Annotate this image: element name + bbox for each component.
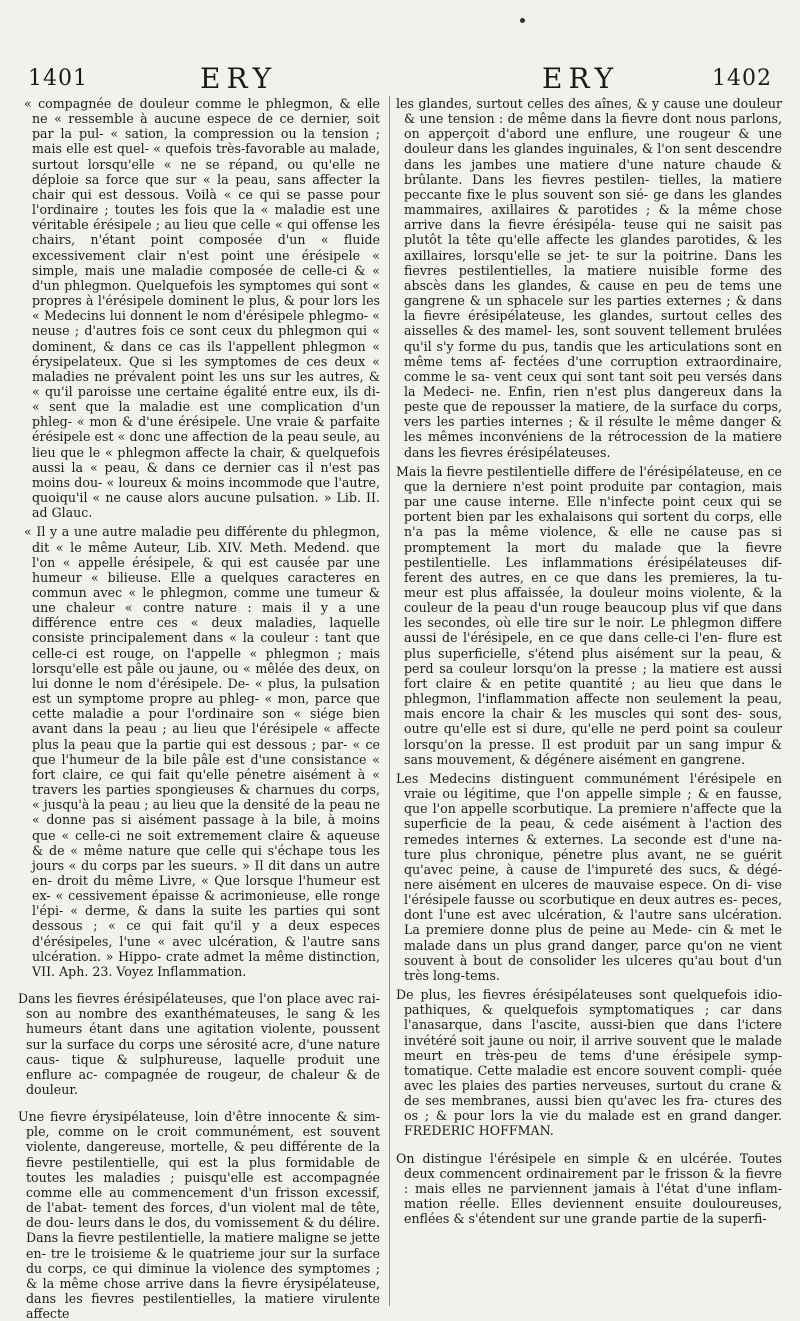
paragraph: « Il y a une autre maladie peu différente du phlegmon, dit « le même Auteur, Lib. XIV. Meth. Medend. que l'on « appelle érésipele, & qui est causée par une humeur « bilieuse. Elle a quelques caracteres en commun avec « le phlegmon, comme une tumeur & une chaleur « contre nature : mais il y a une différence entre ces « deux maladies, laquelle consiste principalement dans « la couleur : tant que celle-ci est rouge, on l'appelle « phlegmon ; mais lorsqu'elle est pâle ou jaune, ou « mêlée des deux, on lui donne le nom d'érésipele. De- « plus, la pulsation est un symptome propre au phleg- « mon, parce que cette maladie a pour l'ordinaire son « siége bien avant dans la peau ; au lieu que l'érésipele « affecte plus la peau que la partie qui est dessous ; par- « ce que l'humeur de la bile pâle est d'une consistance « fort claire, ce qui fait qu'elle pénetre aisément à « travers les parties spongieuses & charnues du corps, « jusqu'à la peau ; au lieu que la densité de la peau ne « donne pas si aisément passage à la bile, à moins que « celle-ci ne soit extremement claire & aqueuse & de « même nature que celle qui s'échape tous les jours « du corps par les sueurs. » Il dit dans un autre en- droit du même Livre, « Que lorsque l'humeur est ex- « cessivement épaisse & acrimonieuse, elle ronge l'épi- « derme, & dans la suite les parties qui sont dessous ; « ce qui fait qu'il y a deux especes d'érésipeles, l'une « avec ulcération, & l'autre sans ulcération. » Hippo- crate admet la même distinction, VII. Aph. 23. Voyez Inflammation. [24,524,380,979]
paragraph: les glandes, surtout celles des aînes, & y cause une douleur & une tension : de même dans la fievre dont nous parlons, on apperçoit d'abord une enflure, une rougeur & une douleur dans les glandes inguinales, & l'on sent descendre dans les jambes une matiere d'une nature chaude & brûlante. Dans les fievres pestilen- tielles, la matiere peccante fixe le plus souvent son sié- ge dans les glandes mammaires, axillaires & parotides ; & la même chose arrive dans la fievre érésipéla- teuse qui ne saisit pas plutôt la tête qu'elle affecte les glandes parotides, & les axillaires, lorsqu'elle se jet- te sur la poitrine. Dans les fievres pestilentielles, la matiere nuisible forme des abscès dans les glandes, & cause en peu de tems une gangrene & un sphacele sur les parties externes ; & dans la fievre érésipélateuse, les glandes, surtout celles des aisselles & des mamel- les, sont souvent tellement brulées qu'il s'y forme du pus, tandis que les articulations sont en même tems af- fectées d'une corruption extraordinaire, comme le sa- vent ceux qui sont tant soit peu versés dans la Medeci- ne. Enfin, rien n'est plus dangereux dans la peste que de repousser la matiere, de la surface du corps, vers les parties internes ; & il résulte le même danger & les mêmes inconvéniens de la rétrocession de la matiere dans les fievres érésipélateuses. [396,96,782,460]
paragraph: Mais la fievre pestilentielle differe de l'érésipélateuse, en ce que la derniere n'est point produite par contagion, mais par une cause interne. Elle n'infecte point ceux qui se portent bien par les exhalaisons qui sortent du corps, elle n'a pas la même violence, & elle ne cause pas si promptement la mort du malade que la fievre pestilentielle. Les inflammations érésipélateuses dif- ferent des autres, en ce que dans les premieres, la tu- meur est plus affaissée, la douleur moins violente, & la couleur de la peau d'un rouge beaucoup plus vif que dans les secondes, où elle tire sur le noir. Le phlegmon differe aussi de l'érésipele, en ce que dans celle-ci l'en- flure est plus superficielle, s'étend plus aisément sur la peau, & perd sa couleur lorsqu'on la presse ; la matiere est aussi fort claire & en petite quantité ; au lieu que dans le phlegmon, l'inflammation affecte non seulement la peau, mais encore la chair & les muscles qui sont des- sous, outre qu'elle est si dure, qu'elle ne perd point sa couleur lorsqu'on la presse. Il est produit par un sang impur & sans mouvement, & dégénere aisément en gangrene. [396,463,782,767]
paragraph: Une fievre érysipélateuse, loin d'être innocente & sim- ple, comme on le croit communément, est souvent violente, dangereuse, mortelle, & peu différente de la fievre pestilentielle, qui est la plus formidable de toutes les maladies ; puisqu'elle est accompagnée comme elle au commencement d'un frisson excessif, de l'abat- tement des forces, d'un violent mal de tête, de dou- leurs dans le dos, du vomissement & du délire. Dans la fievre pestilentielle, la matiere maligne se jette en- tre le troisieme & le quatrieme jour sur la surface du corps, ce qui diminue la violence des symptomes ; & la même chose arrive dans la fievre érysipélateuse, dans les fievres pestilentielles, la matiere virulente affecte [18,1109,380,1321]
right-column [396,96,782,1312]
ink-dot [520,18,525,23]
running-title-left: ERY [200,62,278,95]
running-head [28,62,772,96]
paragraph: Les Medecins distinguent communément l'érésipele en vraie ou légitime, que l'on appelle simple ; & en fausse, que l'on appelle scorbutique. La premiere n'affecte que la superficie de la peau, & cede aisément à l'action des remedes internes & externes. La seconde est d'une na- ture plus chronique, pénetre plus avant, ne se guérit qu'avec peine, à cause de l'impureté des sucs, & dégé- nere aisément en ulceres de mauvaise espece. On di- vise l'érésipele fausse ou scorbutique en deux autres es- peces, dont l'une est avec ulcération, & l'autre sans ulcération. La premiere donne plus de peine au Mede- cin & met le malade dans un plus grand danger, parce qu'on ne vient souvent à bout de consolider les ulceres qu'au bout d'un très long-tems. [396,770,782,983]
paragraph: « compagnée de douleur comme le phlegmon, & elle ne « ressemble à aucune espece de ce dernier, soit par la pul- « sation, la compression ou la tension ; mais elle est quel- « quefois très-favorable au malade, surtout lorsqu'elle « ne se répand, ou qu'elle ne déploie sa force que sur « la peau, sans affecter la chair qui est dessous. Voilà « ce qui se passe pour l'ordinaire ; toutes les fois que la « maladie est une véritable érésipele ; au lieu que celle « qui offense les chairs, n'étant point composée d'un « fluide excessivement clair n'est point une érésipele « simple, mais une maladie composée de celle-ci & « d'un phlegmon. Quelquefois les symptomes qui sont « propres à l'érésipele dominent le plus, & pour lors les « Medecins lui donnent le nom d'érésipele phlegmo- « neuse ; d'autres fois ce sont ceux du phlegmon qui « dominent, & dans ce cas ils l'appellent phlegmon « érysipelateux. Que si les symptomes de ces deux « maladies ne prévalent point les uns sur les autres, & « qu'il paroisse une certaine égalité entre eux, ils di- « sent que la maladie est une complication d'un phleg- « mon & d'une érésipele. Une vraie & parfaite érésipele est « donc une affection de la peau seule, au lieu que le « phlegmon affecte la chair, & quelquefois aussi la « peau, & dans ce dernier cas il n'est pas moins dou- « loureux & moins incommode que l'autre, quoiqu'il « ne cause alors aucune pulsation. » Lib. II. ad Glauc. [24,96,380,521]
column-rule [389,96,390,1306]
paragraph: Dans les fievres érésipélateuses, que l'on place avec rai- son au nombre des exanthémateuses, le sang & les humeurs étant dans une agitation violente, poussent sur la surface du corps une sérosité acre, d'une nature caus- tique & sulphureuse, laquelle produit une enflure ac- compagnée de rougeur, de chaleur & de douleur. [18,991,380,1097]
page-number-right: 1402 [712,66,772,91]
page-number-left: 1401 [28,66,88,91]
running-title-right: ERY [542,62,620,95]
paragraph: On distingue l'érésipele en simple & en ulcérée. Toutes deux commencent ordinairement par le frisson & la fievre : mais elles ne parviennent jamais à l'état d'une inflam- mation réelle. Elles deviennent ensuite douloureuses, enflées & s'étendent sur une grande partie de la superfi- [396,1150,782,1227]
left-column [18,96,380,1321]
paragraph: De plus, les fievres érésipélateuses sont quelquefois idio- pathiques, & quelquefois symptomatiques ; car dans l'anasarque, dans l'ascite, aussi-bien que dans l'ictere invétéré soit jaune ou noir, il arrive souvent que le malade meurt en très-peu de tems d'une érésipele symp- tomatique. Cette maladie est encore souvent compli- quée avec les plaies des parties nerveuses, surtout du crane & de ses membranes, aussi bien qu'avec les fra- ctures des os ; & pour lors la vie du malade est en grand danger. FREDERIC HOFFMAN. [396,987,782,1139]
